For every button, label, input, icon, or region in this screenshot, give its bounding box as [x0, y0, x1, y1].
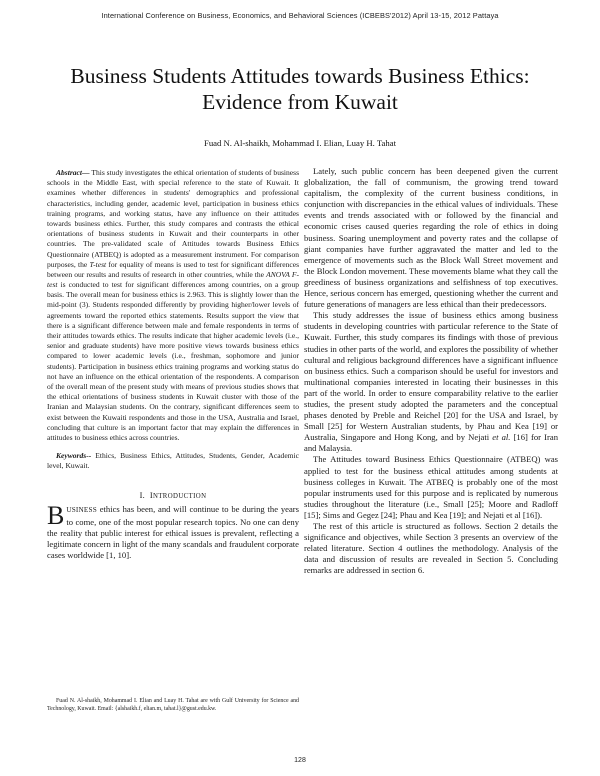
author-list: Fuad N. Al-shaikh, Mohammad I. Elian, Luay H. Tahat: [203, 138, 396, 148]
et-al-term: et al.: [492, 432, 511, 443]
right-column: [304, 166, 558, 576]
t-test-term: T-test: [89, 259, 107, 269]
drop-cap: B: [47, 501, 65, 531]
introduction-paragraph: BUSINESS ethics has been, and will continue to be during the years to come, one of the most popular research topics. No one can deny the reality that public interest for ethical issues is prevalent, reflecting a legitimate concern in light of the many scandals and fraudulent corporate cases worldwide [1, 10].: [47, 501, 299, 561]
keywords: Keywords-- Ethics, Business Ethics, Attitudes, Students, Gender, Academic level, Kuwait.: [47, 451, 299, 471]
anova-term: ANOVA F-test: [47, 269, 299, 290]
paper-title: Business Students Attitudes towards Business Ethics: Evidence from Kuwait: [70, 64, 530, 114]
body-paragraph-2: This study addresses the issue of business ethics among business students in developing countries with particular reference to the State of Kuwait. Further, this study compares its findings with those of previous studies in other parts of the world, and explores the possibility of whether cultural and religious background differences have a significant influence on business ethics. Such a comparison should be useful for investors and multinational companies interested in locating their businesses in this part of the world. In order to ensure comparability relative to the earlier studies, the present study adopted the parameters and the conceptual phases denoted by Preble and Reichel [20] for the USA and Israel, by Small [25] for Western Australian students, by Phau and Kea [19] or Australia, Singapore and Hong Kong, and by Nejati et al. [16] for Iran and Malaysia.: [304, 310, 558, 454]
page-number: 128: [294, 757, 306, 764]
left-column: [47, 168, 299, 561]
keywords-label: Keywords--: [56, 451, 92, 461]
author-footnote: Fuad N. Al-shaikh, Mohammad I. Elian and Luay H. Tahat are with Gulf University for Science and Technology, Kuwait. Email: {alshaikh.f, elian.m, tahat.l}@gust.edu.kw.: [47, 698, 299, 713]
section-heading-introduction: I. INTRODUCTION: [139, 491, 207, 501]
conference-header: International Conference on Business, Economics, and Behavioral Sciences (ICBEBS'2012) April 13-15, 2012 Pattaya: [101, 11, 499, 20]
body-paragraph-1: Lately, such public concern has been deepened given the current globalization, the fall of communism, the growing trend toward capitalism, the complexity of the current business conditions, in conjunction with discrepancies in the ethical values of individuals. These events and trends associated with or followed by the financial and economic crises caused queries regarding the role of ethics in doing business. Soaring unemployment and poverty rates and the collapse of giant companies have further aggravated the matter and led to the emergence of movements such as the Block Wall Street movement and the Block London movement. These movements blame what they call the greediness of business organizations and selfishness of top executives. Hence, serious concern has emerged, questioning whether the current and future generations of managers are less ethical than their predecessors.: [304, 166, 558, 310]
body-paragraph-3: The Attitudes toward Business Ethics Questionnaire (ATBEQ) was applied to test for the business ethical attitudes among students at business colleges in Kuwait. The ATBEQ is probably one of the most popular instruments used for this purpose and is replicated by numerous studies throughout the literature (i.e., Small [25]; Moore and Radloff [15]; Sims and Gegez [24]; Phau and Kea [19]; and Nejati et al [16]).: [304, 454, 558, 520]
body-paragraph-4: The rest of this article is structured as follows. Section 2 details the significance and objectives, while Section 3 presents an overview of the related literature. Section 4 outlines the methodology. Analysis of the data and discussion of results are revealed in Section 5. Concluding remarks are addressed in section 6.: [304, 521, 558, 576]
abstract: Abstract— This study investigates the ethical orientation of students of business schools in the Middle East, with special reference to the state of Kuwait. It examines whether differences in students' demographics and professional characteristics, including gender, academic level, participation in business ethics training programs, and working status, have any influence on their attitudes towards business ethics. Further, this study compares and contrasts the ethical orientations of business students in Kuwait and their counterparts in other countries. The pre-validated scale of Attitudes towards Business Ethics Questionnaire (ATBEQ) is adopted as a measurement instrument. For comparison purposes, the T-test for equality of means is used to test for significant differences between our results and results of research in other countries, while the ANOVA F-test is conducted to test for significant differences among countries, on a group basis. The overall mean for business ethics is 2.963. This is slightly lower than the mid-point (3). Students responded differently by providing higher/lower levels of agreements toward the reported ethics statements. Results support the view that there is a significant difference between male and female respondents in terms of their attitudes towards ethics. The results indicate that higher academic levels (i.e., senior and graduate students) have more positive views towards business ethics compared to lower academic levels (i.e., freshman, sophomore and junior students). Participation in business ethics training programs and working status do not have an influence on the ethical orientation of the respondents. A comparison of the overall mean of the present study with means of previous studies shows that the ethical orientations of business students in Kuwait cluster with those of the Iranian and Malaysian students. On the contrary, significant differences seem to exist between the Kuwaiti respondents and those in the USA, Australia and Israel, concluding that culture is an important factor that may explain the differences in attitudes to business ethics across countries.: [47, 168, 300, 442]
abstract-label: Abstract—: [56, 168, 90, 177]
